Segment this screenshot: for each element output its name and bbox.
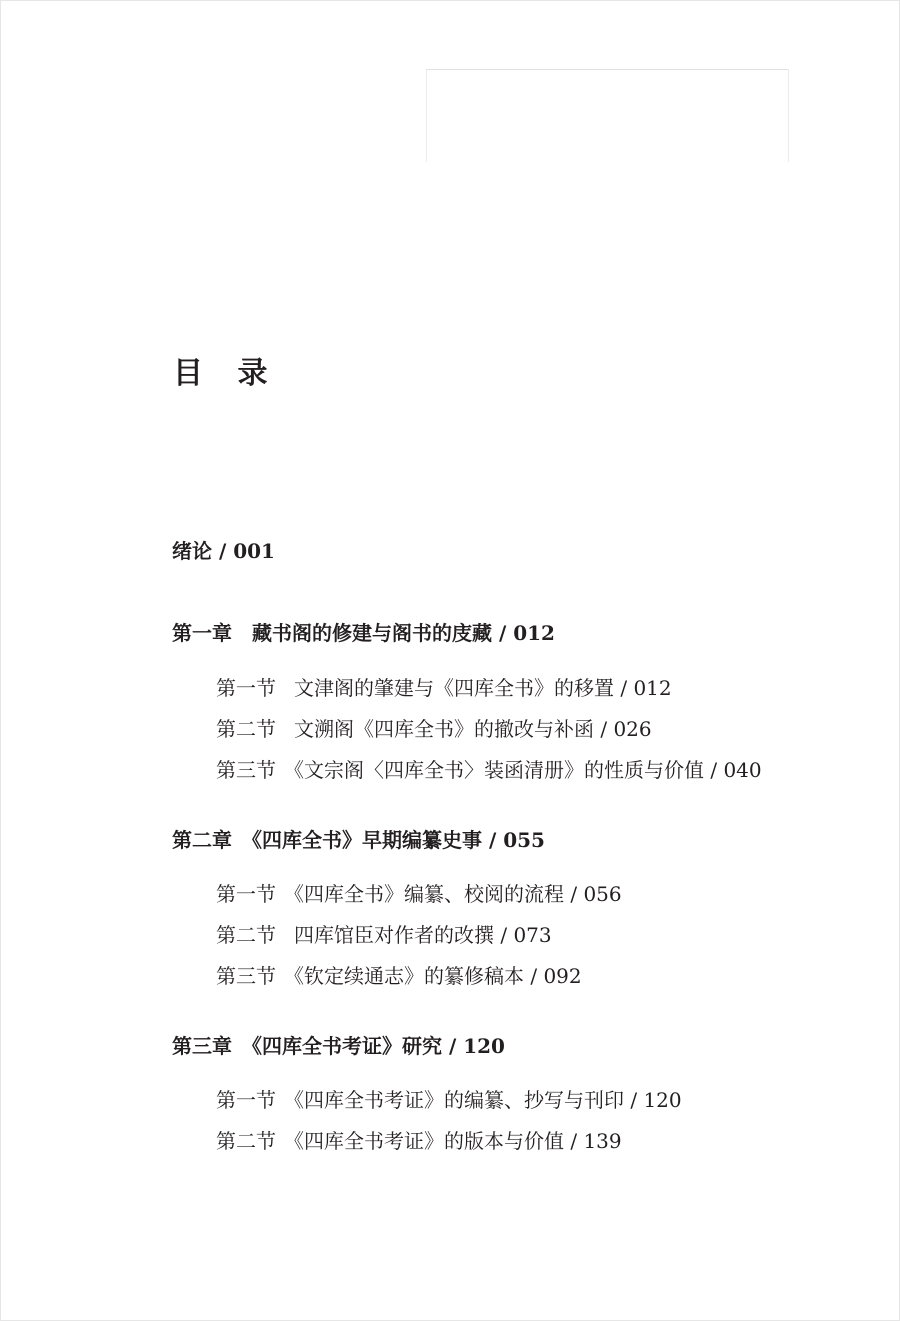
toc-chapter-3: [172, 1030, 505, 1062]
toc-section: [216, 1125, 622, 1157]
chapter-label: 第三章: [172, 1034, 232, 1058]
toc-section: [216, 919, 552, 951]
section-label: 第二节: [216, 923, 276, 947]
toc-chapter-2: [172, 824, 545, 856]
section-title: 文津阁的肇建与《四库全书》的移置 / 012: [294, 676, 672, 700]
section-label: 第一节: [216, 882, 276, 906]
section-title: 《四库全书考证》的版本与价值 / 139: [284, 1129, 622, 1153]
section-label: 第二节: [216, 1129, 276, 1153]
section-label: 第三节: [216, 758, 276, 782]
toc-section: [216, 1084, 682, 1116]
toc-intro: 绪论 / 001: [172, 539, 275, 563]
section-title: 《四库全书考证》的编纂、抄写与刊印 / 120: [284, 1088, 682, 1112]
page-title: 目 录: [173, 356, 280, 391]
section-title: 《文宗阁〈四库全书〉装函清册》的性质与价值 / 040: [284, 758, 762, 782]
toc-section: [216, 878, 622, 910]
chapter-title: 藏书阁的修建与阁书的庋藏 / 012: [252, 621, 555, 645]
decorative-frame: [426, 69, 789, 162]
chapter-title: 《四库全书》早期编纂史事 / 055: [242, 828, 545, 852]
section-title: 《四库全书》编纂、校阅的流程 / 056: [284, 882, 622, 906]
section-label: 第二节: [216, 717, 276, 741]
toc-section: [216, 713, 652, 745]
chapter-label: 第一章: [172, 621, 232, 645]
toc-chapter-1: [172, 617, 555, 649]
toc-section: [216, 672, 672, 704]
toc-section: [216, 960, 582, 992]
chapter-label: 第二章: [172, 828, 232, 852]
chapter-title: 《四库全书考证》研究 / 120: [242, 1034, 505, 1058]
section-title: 文溯阁《四库全书》的撤改与补函 / 026: [294, 717, 652, 741]
section-label: 第三节: [216, 964, 276, 988]
toc-section: [216, 754, 762, 786]
section-title: 四库馆臣对作者的改撰 / 073: [294, 923, 552, 947]
section-title: 《钦定续通志》的纂修稿本 / 092: [284, 964, 582, 988]
section-label: 第一节: [216, 1088, 276, 1112]
section-label: 第一节: [216, 676, 276, 700]
